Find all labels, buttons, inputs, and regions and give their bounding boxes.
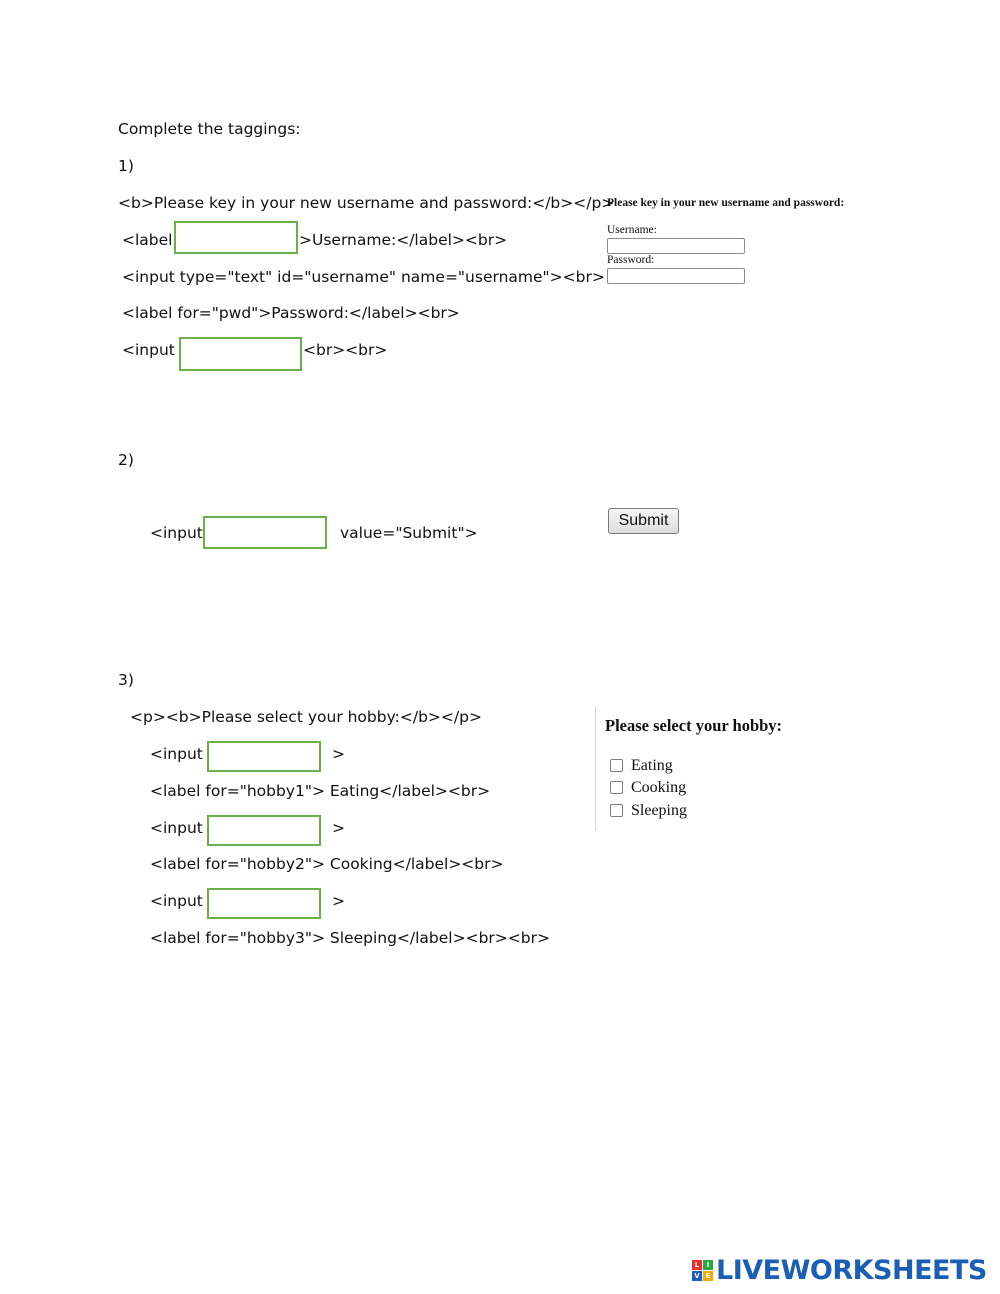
q3-input-prefix-3: <input <box>150 892 203 910</box>
q2-preview-submit-button[interactable]: Submit <box>608 508 679 534</box>
q3-label-line-3: <label for="hobby3"> Sleeping</label><br><br> <box>150 929 550 947</box>
q3-input-suffix-1: > <box>332 745 345 763</box>
q1-code-line-5-prefix: <input <box>122 341 175 359</box>
q3-preview-option-eating: Eating <box>631 757 673 774</box>
logo-mark-letter-l: L <box>692 1260 702 1270</box>
q1-code-line-1: <b>Please key in your new username and password:</b></p> <box>118 194 615 212</box>
q3-preview-checkbox-sleeping[interactable] <box>610 804 623 817</box>
question-number-1: 1) <box>118 157 134 175</box>
q1-answer-blank-1[interactable] <box>174 221 298 254</box>
q3-answer-blank-2[interactable] <box>207 815 321 846</box>
q3-input-prefix-1: <input <box>150 745 203 763</box>
q1-code-line-2-prefix: <label <box>122 231 173 249</box>
q3-code-line-1: <p><b>Please select your hobby:</b></p> <box>130 708 482 726</box>
q1-preview-password-label: Password: <box>607 254 655 266</box>
question-number-3: 3) <box>118 671 134 689</box>
liveworksheets-logo-text: LIVEWORKSHEETS <box>716 1255 987 1286</box>
q3-answer-blank-3[interactable] <box>207 888 321 919</box>
q3-preview-checkbox-eating[interactable] <box>610 759 623 772</box>
q3-preview-divider <box>595 707 596 831</box>
q1-preview-password-input[interactable] <box>607 268 745 284</box>
q1-code-line-2-suffix: >Username:</label><br> <box>299 231 508 249</box>
q2-code-prefix: <input <box>150 524 203 542</box>
q3-input-suffix-2: > <box>332 819 345 837</box>
q1-answer-blank-2[interactable] <box>179 337 302 371</box>
q3-preview-heading: Please select your hobby: <box>605 716 783 735</box>
q3-answer-blank-1[interactable] <box>207 741 321 772</box>
liveworksheets-logo-mark-icon <box>692 1260 713 1281</box>
q3-preview-option-cooking: Cooking <box>631 779 687 796</box>
q3-input-suffix-3: > <box>332 892 345 910</box>
q3-label-line-1: <label for="hobby1"> Eating</label><br> <box>150 782 491 800</box>
q3-input-prefix-2: <input <box>150 819 203 837</box>
question-number-2: 2) <box>118 451 134 469</box>
q1-code-line-5-suffix: <br><br> <box>303 341 388 359</box>
q2-code-suffix: value="Submit"> <box>340 524 478 542</box>
q1-preview-heading: Please key in your new username and password: <box>607 197 845 209</box>
q3-preview-option-sleeping: Sleeping <box>631 802 687 819</box>
instruction-text: Complete the taggings: <box>118 120 301 138</box>
logo-mark-letter-v: V <box>692 1271 702 1281</box>
logo-mark-letter-e: E <box>703 1271 713 1281</box>
q3-label-line-2: <label for="hobby2"> Cooking</label><br> <box>150 855 504 873</box>
q2-answer-blank[interactable] <box>203 516 327 549</box>
logo-mark-letter-i: I <box>703 1260 713 1270</box>
q1-code-line-3: <input type="text" id="username" name="username"><br> <box>122 268 605 286</box>
liveworksheets-logo <box>692 1255 987 1286</box>
q3-preview-checkbox-cooking[interactable] <box>610 781 623 794</box>
q1-code-line-4: <label for="pwd">Password:</label><br> <box>122 304 460 322</box>
q1-preview-username-label: Username: <box>607 224 657 236</box>
q1-preview-username-input[interactable] <box>607 238 745 254</box>
